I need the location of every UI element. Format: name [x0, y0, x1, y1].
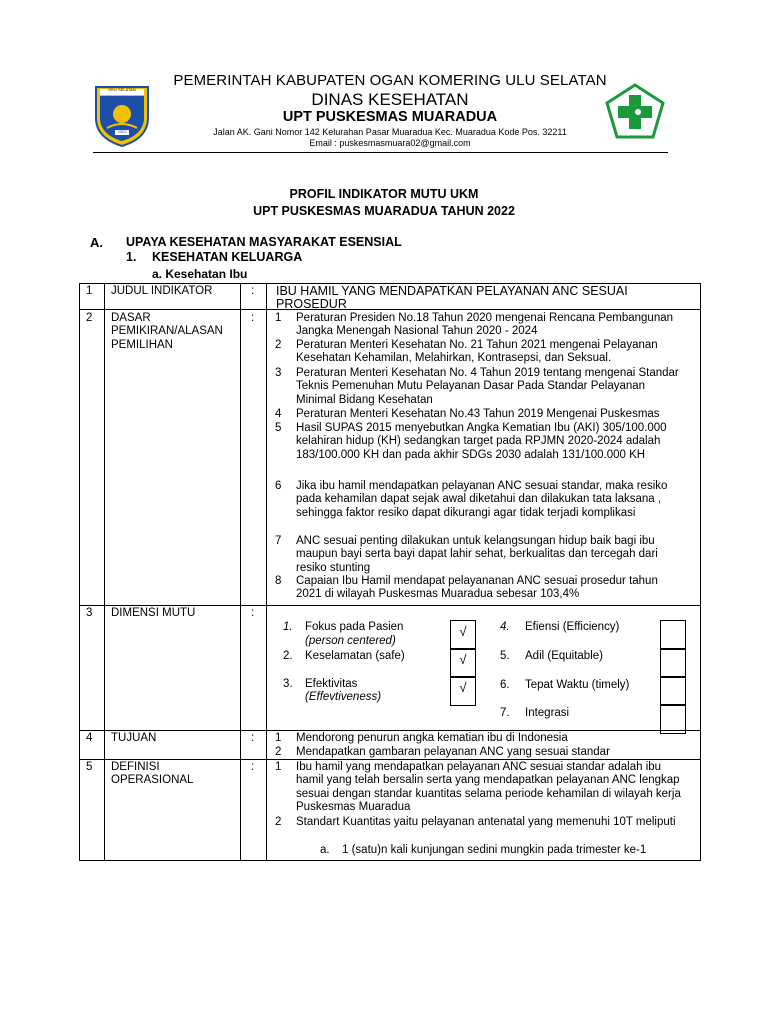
logo-year: 2003 [117, 129, 127, 134]
dimension-checkbox: √ [450, 620, 476, 650]
dimension-label: Integrasi [525, 707, 570, 719]
row-label: DASAR PEMIKIRAN/ALASAN PEMILIHAN [111, 312, 223, 351]
dimension-label: Adil (Equitable) [525, 650, 603, 662]
dimension-checkbox [660, 620, 686, 650]
row-divider [80, 730, 700, 731]
dimension-label: Efiensi (Efficiency) [525, 621, 620, 633]
dimension-checkbox [660, 648, 686, 678]
col-divider [240, 284, 241, 860]
dimension-number: 3. [283, 678, 293, 690]
row-label: DEFINISI OPERASIONAL [111, 761, 194, 787]
dimension-number: 7. [500, 707, 510, 719]
letterhead-email: Email : puskesmasmuara02@gmail.com [309, 138, 471, 148]
dimension-number: 6. [500, 679, 510, 691]
dimension-label: Keselamatan (safe) [305, 650, 405, 662]
col-divider [266, 284, 267, 860]
row-colon: : [251, 285, 255, 297]
letterhead-unit: UPT PUSKESMAS MUARADUA [282, 109, 498, 125]
row-label: DIMENSI MUTU [111, 607, 196, 619]
dimension-number: 2. [283, 650, 293, 662]
row-label: JUDUL INDIKATOR [111, 285, 213, 297]
doc-title-line1: PROFIL INDIKATOR MUTU UKM [289, 187, 479, 201]
letterhead-rule [93, 152, 668, 153]
letterhead-agency: DINAS KESEHATAN [311, 90, 469, 109]
dimension-number: 5. [500, 650, 510, 662]
row-colon: : [251, 761, 255, 773]
subsection-title: a. Kesehatan Ibu [152, 267, 248, 281]
letterhead-government: PEMERINTAH KABUPATEN OGAN KOMERING ULU SELATAN [173, 72, 607, 89]
section-1-number: 1. [126, 250, 137, 264]
dimension-label: Efektivitas [305, 678, 358, 690]
row-number: 2 [86, 312, 93, 324]
section-1-title: KESEHATAN KELUARGA [152, 250, 303, 264]
dimension-label: Fokus pada Pasien [305, 621, 404, 633]
doc-title-line2: UPT PUSKESMAS MUARADUA TAHUN 2022 [253, 204, 515, 218]
row-colon: : [251, 312, 255, 324]
dimension-checkbox: √ [450, 676, 476, 706]
row-colon: : [251, 607, 255, 619]
row-number: 5 [86, 761, 93, 773]
dimension-number: 4. [500, 621, 510, 633]
dimension-checkbox: √ [450, 648, 476, 678]
regency-logo [93, 84, 151, 148]
row-colon: : [251, 732, 255, 744]
section-a-title: UPAYA KESEHATAN MASYARAKAT ESENSIAL [126, 235, 402, 249]
row-label: TUJUAN [111, 732, 157, 744]
indicator-table: 1 JUDUL INDIKATOR : IBU HAMIL YANG MENDAPATKAN PELAYANAN ANC SESUAI PROSEDUR 2 DASAR PEMIKIRAN/ALASAN PEMILIHAN : 1 Peraturan Presiden No.18 Tahun 2020 mengenai Rencana Pembangunan Jangka Menengah Nasional Tahun 2020 - 2024 2 Peraturan Menteri Kesehatan No. 21 Tahun 2021 mengenai Pelayanan Kesehatan Kehamilan, Melahirkan, Kontrasepsi, dan Seksual. 3 Peraturan Menteri Kesehatan No. 4 Tahun 2019 tentang mengenai Standar Teknis Pemenuhan Mutu Pelayanan Dasar Pada Standar Pelayanan Minimal Bidang Kesehatan 4 Peraturan Menteri Kesehatan No.43 Tahun 2019 Mengenai Puskesmas 5 Hasil SUPAS 2015 menyebutkan Angka Kematian Ibu (AKI) 305/100.000 kelahiran hidup (KH) sedangkan target pada RPJMN 2020-2024 adalah 183/100.000 KH dan pada akhir SDGs 2030 adalah 131/100.000 KH 6 Jika ibu hamil mendapatkan pelayanan ANC sesuai standar, maka resiko pada kehamilan dapat sejak awal diketahui dan dilakukan tata laksana , sehingga faktor resiko dapat dikurangi agar tidak terjadi komplikasi 7 ANC sesuai penting dilakukan untuk kelangsungan hidup baik bagi ibu maupun bayi serta bayi dapat lahir sehat, berkualitas dan tercegah dari resiko stunting 8 Capaian Ibu Hamil mendapat pelayananan ANC sesuai prosedur tahun 2021 di wilayah Puskesmas Muaradua sebesar 103,4% 3 DIMENSI MUTU : 1. Fokus pada Pasien (person centered) 2. Keselamatan (safe) 3. Efektivitas (Effevtiveness) √ √ √ 4. Efiensi (Efficiency) 5. Adil (Equitable) 6. Tepat Waktu (timely) 7. Integrasi 4 TUJUAN : 1 Mendorong penurun angka kematian ibu di Indonesia 2 Mendapatkan gambaran pelayanan ANC yang sesuai standar 5 DEFINISI OPERASIONAL : 1 Ibu hamil yang mendapatkan pelayanan ANC sesuai standar adalah ibu hamil yang telah bersalin serta yang mendapatkan pelayanan ANC lengkap sesuai dengan standar kuantitas selama periode kehamilan di wilayah kerja Puskesmas Muaradua 2 Standart Kuantitas yaitu pelayanan antenatal yang memenuhi 10T meliputi a. 1 (satu)n kali kunjungan sedini mungkin pada trimester ke-1 [79, 283, 701, 861]
dimension-number: 1. [283, 621, 293, 633]
col-divider [104, 284, 105, 860]
dimension-checkbox [660, 704, 686, 734]
indicator-title: IBU HAMIL YANG MENDAPATKAN PELAYANAN ANC SESUAI PROSEDUR [276, 284, 628, 311]
dimension-sublabel: (person centered) [305, 635, 396, 647]
letterhead-address: Jalan AK. Gani Nomor 142 Kelurahan Pasar Muaradua Kec. Muaradua Kode Pos. 32211 [213, 127, 567, 137]
logo-caption: OKU SELATAN [108, 87, 136, 92]
row-divider [80, 605, 700, 606]
section-a-letter: A. [90, 235, 103, 250]
row-number: 3 [86, 607, 93, 619]
dimension-sublabel: (Effevtiveness) [305, 691, 382, 703]
row-number: 1 [86, 285, 93, 297]
dimension-label: Tepat Waktu (timely) [525, 679, 630, 691]
dimension-checkbox [660, 676, 686, 706]
row-number: 4 [86, 732, 93, 744]
